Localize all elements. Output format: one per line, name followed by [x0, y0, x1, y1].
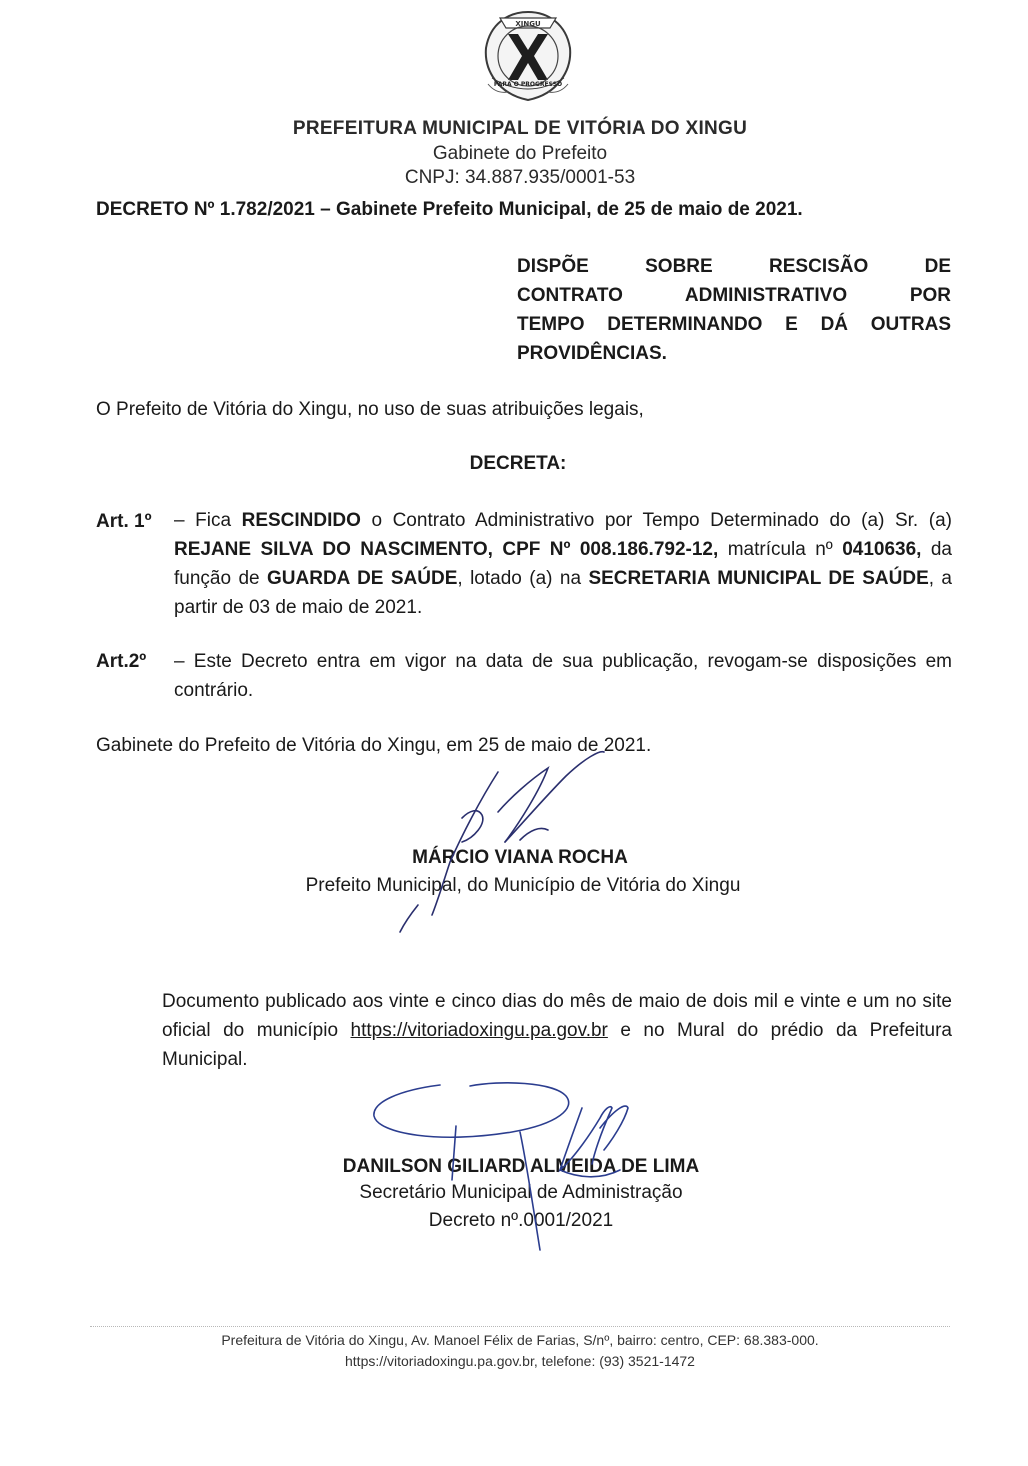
art1-text: da função de	[174, 539, 952, 589]
footer-contact: https://vitoriadoxingu.pa.gov.br, telefone: (93) 3521-1472	[345, 1353, 695, 1369]
seal-top-lettering: XINGU	[515, 20, 541, 28]
org-department: Gabinete do Prefeito	[432, 143, 608, 164]
art1-employee: REJANE SILVA DO NASCIMENTO, CPF Nº 008.186.792-12,	[174, 539, 719, 560]
signatory-2-decree-ref: Decreto nº.0001/2021	[428, 1210, 614, 1231]
art1-text: , lotado (a) na	[457, 568, 589, 589]
art1-text: , a partir de 03 de maio de 2021.	[174, 568, 953, 618]
org-name: PREFEITURA MUNICIPAL DE VITÓRIA DO XINGU	[292, 118, 748, 139]
seal-motto-lettering: PARA O PROGRESSO	[493, 81, 563, 88]
art1-registration: 0410636,	[842, 539, 922, 560]
article-2-body: – Este Decreto entra em vigor na data de sua publicação, revogam-se disposições em contrário.	[174, 651, 952, 701]
art1-function: GUARDA DE SAÚDE	[267, 568, 458, 589]
article-1-body	[174, 506, 952, 622]
closing-line: Gabinete do Prefeito de Vitória do Xingu, em 25 de maio de 2021.	[96, 735, 652, 756]
signature-1	[400, 752, 604, 932]
ementa-line: TEMPO DETERMINANDO E DÁ OUTRAS	[517, 314, 951, 335]
footer-divider	[90, 1326, 950, 1327]
publication-text: Documento publicado aos vinte e cinco dias do mês de maio de dois mil e vinte e um no site oficial do município	[162, 991, 952, 1041]
publication-note	[162, 987, 952, 1074]
art1-emphasis: RESCINDIDO	[241, 510, 361, 531]
ementa-line: DISPÕE SOBRE RESCISÃO DE	[517, 256, 951, 277]
signatory-1-name: MÁRCIO VIANA ROCHA	[412, 847, 628, 868]
signatory-2-name: DANILSON GILIARD ALMEIDA DE LIMA	[342, 1156, 700, 1177]
art1-text: – Fica	[174, 510, 242, 531]
publication-text: e no Mural do prédio da Prefeitura Municipal.	[162, 1020, 952, 1070]
article-1-label: Art. 1º	[96, 511, 152, 532]
ementa-line: PROVIDÊNCIAS.	[517, 343, 667, 364]
signatory-2-role: Secretário Municipal de Administração	[359, 1182, 683, 1203]
article-2-label: Art.2º	[96, 651, 147, 672]
art1-text: matrícula nº	[718, 539, 843, 560]
org-cnpj: CNPJ: 34.887.935/0001-53	[404, 167, 636, 188]
ementa-line: CONTRATO ADMINISTRATIVO POR	[517, 285, 951, 306]
footer-address: Prefeitura de Vitória do Xingu, Av. Manoel Félix de Farias, S/nº, bairro: centro, CEP: 68.383-000.	[221, 1332, 819, 1348]
signatory-1-role: Prefeito Municipal, do Município de Vitória do Xingu	[305, 875, 741, 896]
art1-department: SECRETARIA MUNICIPAL DE SAÚDE	[588, 568, 929, 589]
decree-preamble: O Prefeito de Vitória do Xingu, no uso de suas atribuições legais,	[96, 399, 644, 420]
municipal-seal-icon	[478, 8, 578, 104]
decree-ementa	[517, 252, 951, 368]
decreta-heading: DECRETA:	[469, 453, 567, 474]
publication-link[interactable]: https://vitoriadoxingu.pa.gov.br	[350, 1020, 608, 1041]
art1-text: o Contrato Administrativo por Tempo Determinado do (a) Sr. (a)	[360, 510, 952, 531]
decree-title: DECRETO Nº 1.782/2021 – Gabinete Prefeito Municipal, de 25 de maio de 2021.	[96, 199, 803, 220]
